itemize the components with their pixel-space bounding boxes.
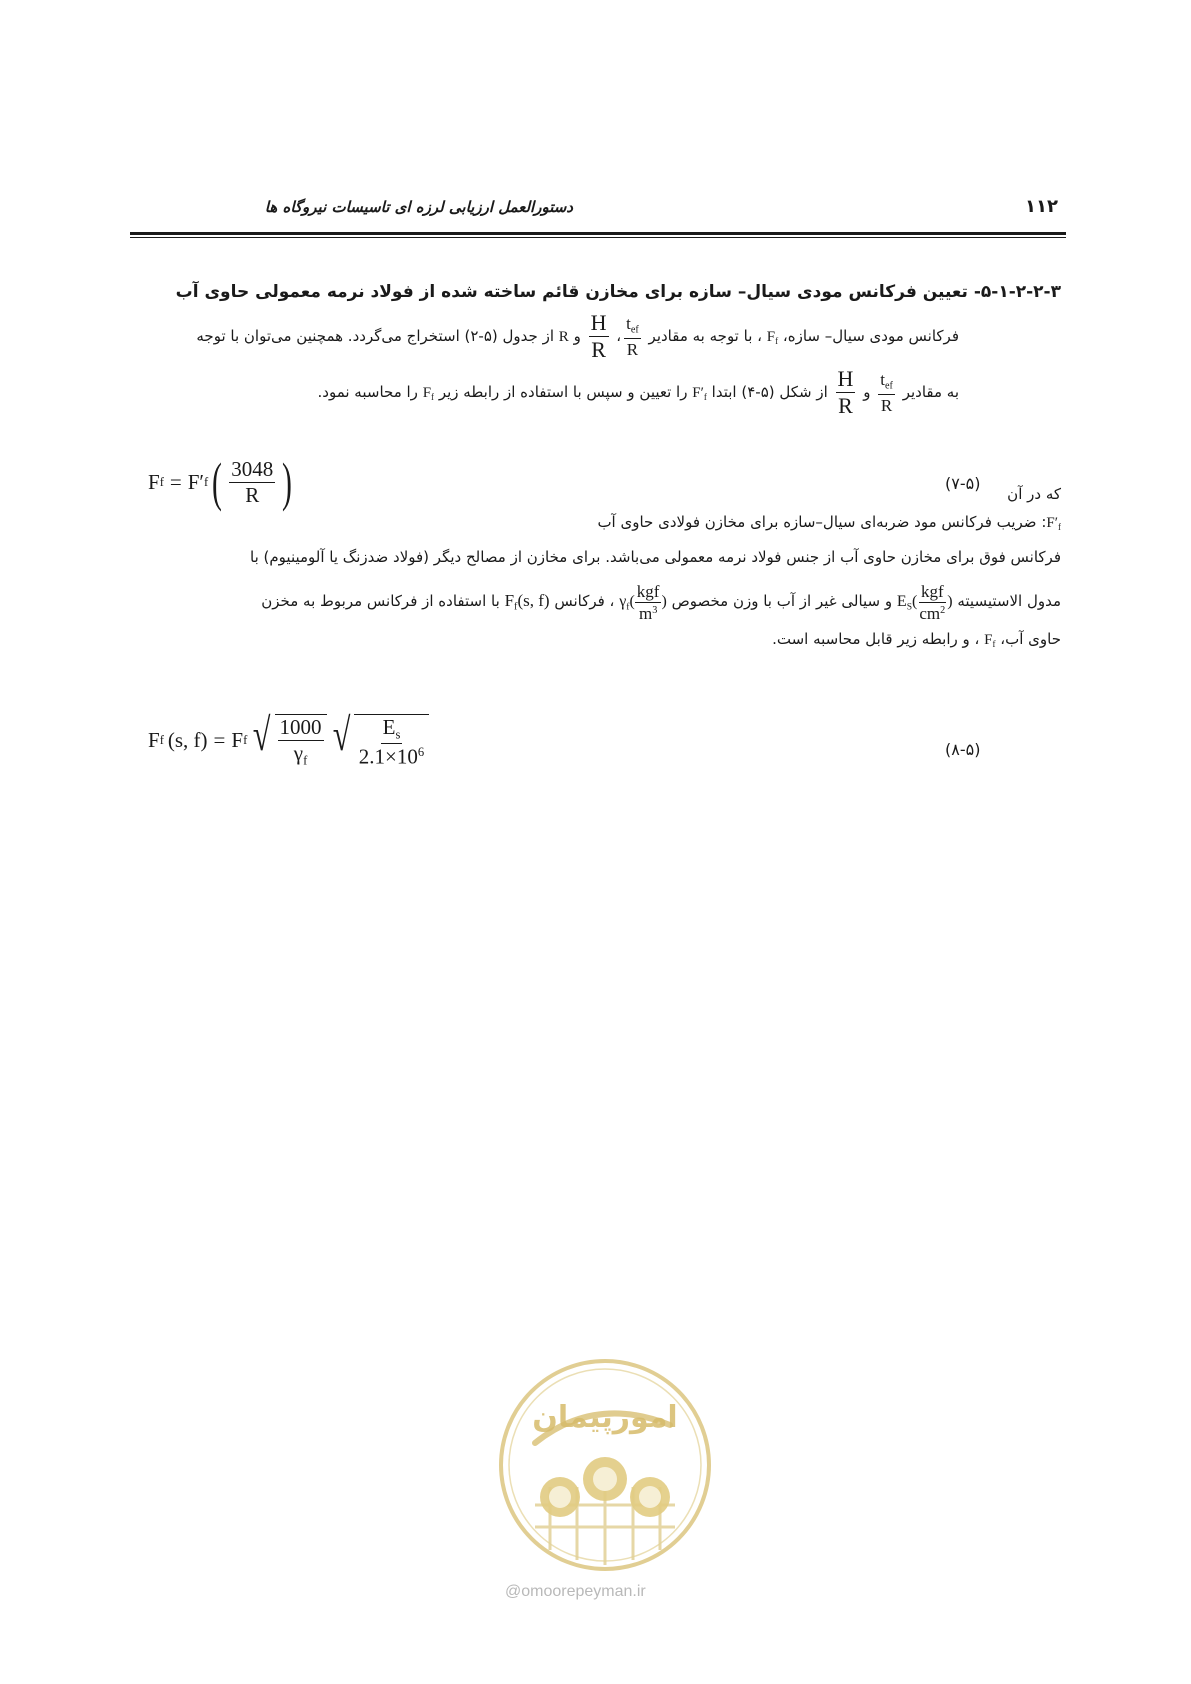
- section-heading: ۵-۱-۲-۲-۳- تعیین فرکانس مودی سیال– سازه برای مخازن قائم ساخته شده از فولاد نرمه معمولی حاوی آب: [175, 282, 1061, 302]
- math-Ff-prime-def: $F'_f$: [1046, 515, 1061, 533]
- para2-line2-text-d: با استفاده از فرکانس مربوط به مخزن: [261, 592, 500, 611]
- definition-Ff-prime: $F'_f$: ضریب فرکانس مود ضربه‌ای سیال–سازه برای مخازن فولادی حاوی آب: [597, 513, 1061, 533]
- watermark-caption: @omoorepeyman.ir: [505, 1583, 646, 1600]
- para2-line3-text-b: ، و رابطه زیر قابل محاسبه است.: [772, 630, 980, 648]
- math-R: R: [558, 329, 569, 345]
- math-Ff-3: $F_f$: [984, 632, 996, 650]
- para2-line3: [772, 630, 1061, 649]
- para2-line2-text-c: ، فرکانس: [554, 592, 615, 611]
- frac-tef-over-R: $\frac{t_{ef}}{R}$: [626, 314, 639, 359]
- math-Ff-2: $F_f$: [422, 385, 435, 403]
- para2-line3-text-a: حاوی آب،: [1000, 630, 1061, 648]
- para1-line2-text-a: به مقادیر: [902, 383, 959, 401]
- para1-line2-text-d: را تعیین و سپس با استفاده از رابطه زیر: [438, 383, 688, 401]
- sqrt-Es-over-const: √ $\frac{E_s}{2.1\times 10^6}$: [329, 714, 430, 768]
- para1-line1-text-a: فرکانس مودی سیال– سازه،: [778, 327, 959, 345]
- math-Ff-sf: $F_f(s$, f): [504, 591, 550, 613]
- svg-text:امورپیمان: امورپیمان: [532, 1400, 678, 1435]
- frac-tef-over-R-2: $\frac{t_{ef}}{R}$: [880, 370, 893, 415]
- para1-line1-text-d: از جدول (۵-۲) استخراج می‌گردد. همچنین می‌توان با توجه: [196, 327, 554, 345]
- header-rule-thin: [130, 237, 1066, 238]
- para2-line2-text-a: مدول الاستیسیته: [957, 592, 1061, 611]
- equation-7-5: F f = F′ f ( $\frac{3048}{R}$ ): [148, 452, 293, 512]
- watermark-stamp-logo: [495, 1355, 715, 1575]
- para2-line1: فرکانس فوق برای مخازن حاوی آب از جنس فولاد نرمه معمولی می‌باشد. برای مخازن از مصالح دیگر (فولاد ضدزنگ یا آلومینیوم) با: [250, 548, 1061, 566]
- para1-line2: [318, 368, 960, 417]
- math-Ff: $F_f$: [766, 329, 779, 347]
- para1-line2-text-c: از شکل (۵-۴) ابتدا: [711, 383, 828, 401]
- equation-number-7-5: (۷-۵): [945, 474, 981, 493]
- equation-8-5: F f (s, f) = F f √ $\frac{1000}{\gamma_f}$ √ $\frac{E_s}{2.1\times 10^6}$: [148, 714, 429, 768]
- sqrt-1000-over-gamma: √ $\frac{1000}{\gamma_f}$: [249, 714, 326, 767]
- page-number: ۱۱۲: [1025, 196, 1058, 217]
- equation-number-8-5: (۸-۵): [945, 740, 981, 759]
- where-intro: که در آن: [1007, 485, 1061, 503]
- header-rule-thick: [130, 232, 1066, 235]
- frac-3048-over-R: $\frac{3048}{R}$: [231, 456, 274, 507]
- running-header-title: دستورالعمل ارزیابی لرزه ای تاسیسات نیروگاه ها: [264, 198, 573, 216]
- para1-line2-text-b: و: [863, 383, 871, 401]
- frac-H-over-R: $\frac{H}{R}$: [590, 310, 607, 362]
- math-Ff-prime: $F'_f$: [692, 385, 707, 403]
- para1-line1-text-b: ، با توجه به مقادیر: [648, 327, 762, 345]
- para1-line1-text-c: و: [573, 327, 581, 345]
- para2-line2: [261, 583, 1061, 622]
- para2-line2-text-b: و سیالی غیر از آب با وزن مخصوص: [671, 592, 893, 611]
- para1-line1: فرکانس مودی سیال– سازه، $F_f$ ، با توجه به مقادیر $\frac{t_{ef}}{R}$ ، $\frac{H}{R}$ و R از جدول (۵-۲) استخراج می‌گردد. همچنین می‌توان با توجه: [196, 310, 959, 362]
- math-Es-kgf-cm2: $E_S$( $\frac{\text{kgf}}{cm^2}$ ): [896, 582, 953, 623]
- para1-line2-text-e: را محاسبه نمود.: [317, 383, 418, 401]
- math-gamma-kgf-m3: $\gamma_f$( $\frac{\text{kgf}}{m^3}$ ): [619, 582, 667, 623]
- frac-H-over-R-2: $\frac{H}{R}$: [837, 366, 854, 418]
